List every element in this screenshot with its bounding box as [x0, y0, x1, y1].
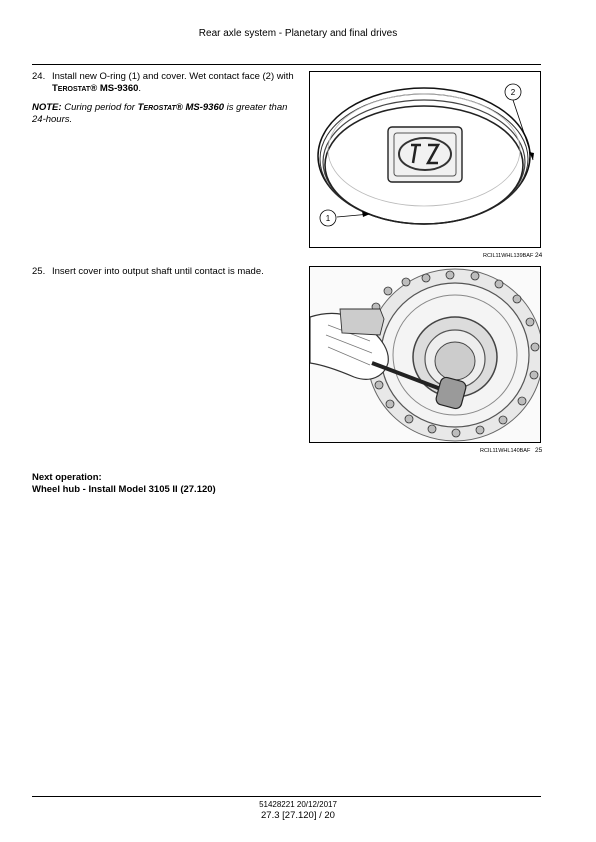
logo-plate: [388, 127, 462, 182]
figure-25-image: [309, 266, 541, 443]
footer-divider: [32, 796, 541, 797]
next-operation: [32, 472, 216, 496]
figure-number: 24: [535, 252, 543, 259]
svg-text:1: 1: [325, 214, 331, 223]
step-24: [32, 71, 294, 95]
step-number: 24.: [32, 71, 46, 82]
product-name: Terostat® MS-9360: [52, 83, 139, 94]
figure-number: 25: [535, 447, 543, 454]
svg-text:2: 2: [510, 88, 516, 97]
note-label: NOTE:: [32, 102, 62, 113]
step-text: Install new O-ring (1) and cover. Wet contact face (2) with Terostat® MS-9360.: [52, 71, 294, 94]
figure-code: RCIL11WHL140BAF: [480, 448, 531, 454]
page-header-title: Rear axle system - Planetary and final drives: [198, 28, 398, 39]
step-number: 25.: [32, 266, 46, 277]
step-25: [32, 266, 294, 278]
next-operation-link[interactable]: Wheel hub - Install Model 3105 II (27.120): [32, 484, 216, 495]
header-divider: [32, 64, 541, 65]
figure-code: RCIL11WHL139BAF: [483, 253, 534, 259]
document-code: 51428221 20/12/2017: [259, 800, 337, 809]
next-operation-label: Next operation:: [32, 472, 102, 483]
callout-2: [505, 84, 521, 100]
product-name: Terostat® MS-9360: [137, 102, 225, 113]
note: NOTE: Curing period for Terostat® MS-9360 is greater than 24-hours.: [32, 102, 288, 125]
page-number: 27.3 [27.120] / 20: [261, 810, 335, 821]
callout-1: [320, 210, 336, 226]
step-text: Insert cover into output shaft until contact is made.: [52, 266, 264, 277]
figure-24-image: [309, 71, 541, 248]
